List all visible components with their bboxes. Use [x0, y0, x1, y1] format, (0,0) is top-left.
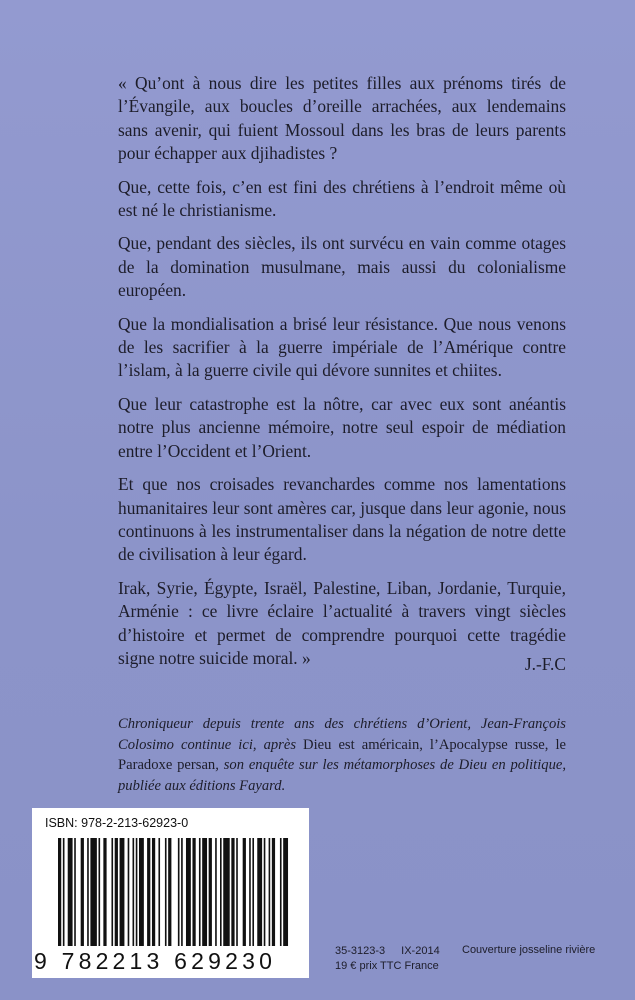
barcode-bar [249, 838, 251, 946]
barcode-digits: 9 782213 629230 [34, 948, 277, 974]
barcode-bar [158, 838, 160, 946]
barcode-bar [178, 838, 180, 946]
barcode-bar [103, 838, 106, 946]
barcode-bar [115, 838, 118, 946]
barcode-bar [74, 838, 76, 946]
barcode-bar [192, 838, 195, 946]
barcode-bar [147, 838, 150, 946]
barcode-bar [252, 838, 254, 946]
barcode-bar [283, 838, 288, 946]
product-codes [335, 944, 440, 974]
cover-credit: Couverture josseline rivière [462, 944, 596, 956]
barcode-bar [209, 838, 212, 946]
isbn-label: ISBN: 978-2-213-62923-0 [45, 816, 189, 830]
barcode-bar [264, 838, 266, 946]
barcode-bar [128, 838, 130, 946]
barcode-bars [54, 838, 294, 950]
barcode-bar [199, 838, 201, 946]
barcode-bar [120, 838, 125, 946]
barcode-bar [272, 838, 275, 946]
barcode-bar [186, 838, 191, 946]
barcode-bar [87, 838, 89, 946]
reference-code: 35-3123-3 [335, 945, 386, 957]
paragraph-6: Et que nos croisades revanchardes comme nos lamentations humanitaires leur sont amères car, jusque dans leur agonie, nous continuons à les instrumentaliser dans la négation de notre dette de civilisation à leur égard. [118, 474, 566, 565]
barcode-bar [269, 838, 271, 946]
paragraph-2: Que, cette fois, c’en est fini des chrétiens à l’endroit même où est né le christianisme. [118, 176, 566, 221]
barcode-bar [165, 838, 167, 946]
barcode-bar [63, 838, 65, 946]
barcode-bar [236, 838, 238, 946]
main-text-block [118, 72, 566, 680]
author-blurb [118, 714, 566, 796]
barcode-bar [111, 838, 113, 946]
paragraph-3: Que, pendant des siècles, ils ont survécu en vain comme otages de la domination musulmane, mais aussi du colonialisme européen. [118, 233, 566, 301]
barcode-bar [220, 838, 222, 946]
barcode-bar [257, 838, 262, 946]
barcode-bar [136, 838, 138, 946]
blurb-part-1: Chroniqueur depuis trente ans des chrétiens d’Orient, Jean-François Colosimo continue ici, après [118, 716, 566, 753]
barcode-bar [231, 838, 234, 946]
barcode-bar [58, 838, 61, 946]
barcode-bar [181, 838, 183, 946]
barcode-bar [139, 838, 144, 946]
blurb-book-titles: Dieu est américain, l’Apocalypse russe, le Paradoxe persan [118, 736, 566, 774]
signature: J.-F.C [524, 654, 566, 674]
barcode-bar [99, 838, 101, 946]
paragraph-1: « Qu’ont à nous dire les petites filles aux prénoms tirés de l’Évangile, aux boucles d’oreille arrachées, aux lendemains sans avenir, qui fuient Mossoul dans les bras de leurs parents pour échapper aux djihadistes ? [118, 73, 566, 164]
barcode-bar [68, 838, 73, 946]
edition-date: IX-2014 [401, 945, 440, 957]
paragraph-4: Que la mondialisation a brisé leur résistance. Que nous venons de les sacrifier à la guerre impériale de l’Amérique contre l’islam, à la guerre civile qui dévore sunnites et chiites. [118, 313, 566, 381]
barcode-bar [215, 838, 217, 946]
barcode-bar [152, 838, 155, 946]
barcode-box [32, 808, 309, 978]
barcode-bar [243, 838, 246, 946]
barcode-bar [81, 838, 84, 946]
barcode-bar [133, 838, 135, 946]
barcode-bar [280, 838, 282, 946]
barcode-bar [168, 838, 171, 946]
barcode-bar [223, 838, 229, 946]
blurb-part-3: , son enquête sur les métamorphoses de Dieu en politique, publiée aux éditions Fayard. [118, 757, 566, 794]
paragraph-5: Que leur catastrophe est la nôtre, car avec eux sont anéantis notre plus ancienne mémoire, notre seul espoir de médiation entre l’Occident et l’Orient. [118, 393, 566, 461]
barcode-bar [90, 838, 96, 946]
price: 19 € prix TTC France [335, 960, 439, 972]
paragraph-7: Irak, Syrie, Égypte, Israël, Palestine, Liban, Jordanie, Turquie, Arménie : ce livre éclaire l’actualité à travers vingt siècles d’histoire et permet de comprendre pourquoi cette tragédie signe notre suicide moral. » [118, 577, 566, 668]
barcode-bar [202, 838, 207, 946]
